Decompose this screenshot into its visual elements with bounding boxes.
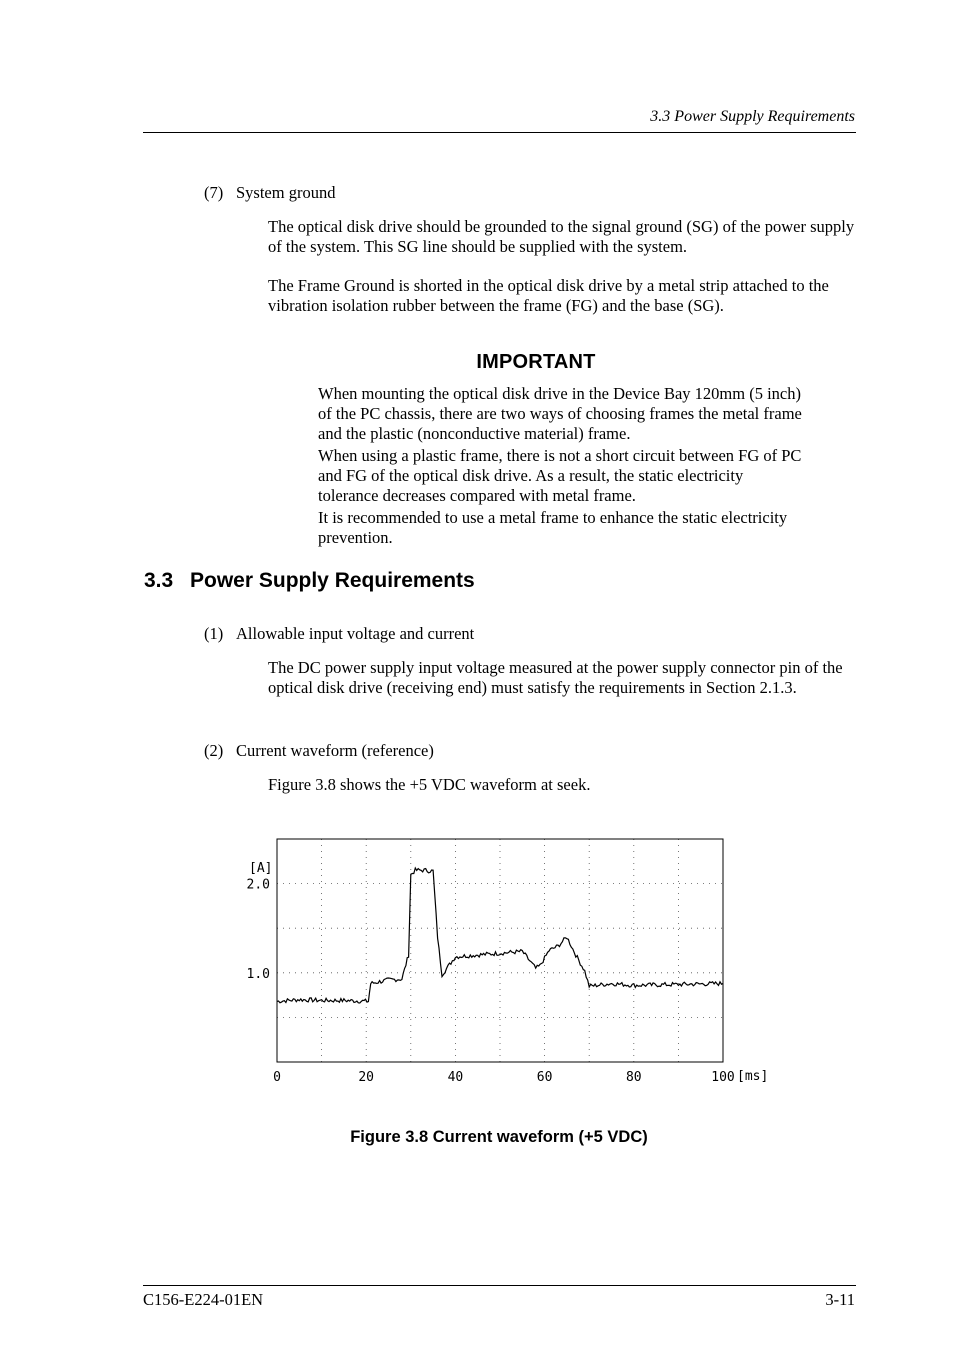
x-tick-label: 0 — [273, 1070, 281, 1085]
important-title: IMPORTANT — [476, 351, 596, 373]
x-tick-label: 80 — [625, 1070, 642, 1085]
item-number: (7) — [204, 183, 224, 202]
item-number: (1) — [204, 624, 224, 643]
waveform-paragraph: Figure 3.8 shows the +5 VDC waveform at seek. — [268, 775, 591, 794]
footer-page-number: 3-11 — [825, 1290, 855, 1309]
item-title: System ground — [236, 183, 336, 202]
system-ground-paragraph-2: The Frame Ground is shorted in the optical disk drive by a metal strip attached to the vibration isolation rubber between the frame (FG) and the base (SG). — [268, 276, 829, 315]
item-number: (2) — [204, 741, 224, 760]
x-tick-label: 100 — [711, 1070, 735, 1085]
running-header: 3.3 Power Supply Requirements — [650, 108, 855, 125]
x-tick-label: 40 — [447, 1070, 464, 1085]
y-axis-unit-label: [A] — [249, 861, 273, 876]
plot-frame — [277, 839, 723, 1062]
important-paragraph-3: It is recommended to use a metal frame to enhance the static electricity prevention. — [318, 508, 788, 547]
y-tick-label: 2.0 — [246, 877, 270, 893]
item-title: Allowable input voltage and current — [236, 624, 475, 643]
chart-grid — [277, 839, 723, 1062]
x-axis-unit-label: [ms] — [737, 1069, 769, 1084]
important-paragraph-2: When using a plastic frame, there is not a short circuit between FG of PC and FG of the optical disk drive. As a result, the static electricity tolerance decreases compared with metal frame. — [318, 446, 802, 505]
figure-caption: Figure 3.8 Current waveform (+5 VDC) — [350, 1128, 648, 1146]
x-tick-label: 20 — [358, 1070, 375, 1085]
x-tick-label: 60 — [536, 1070, 553, 1085]
x-tick-labels — [273, 1070, 735, 1085]
footer-rule — [143, 1285, 856, 1286]
system-ground-paragraph-1: The optical disk drive should be grounded to the signal ground (SG) of the power supply of the system. This SG line should be supplied with the system. — [268, 217, 855, 256]
section-title: Power Supply Requirements — [190, 569, 475, 592]
item-title: Current waveform (reference) — [236, 741, 434, 760]
y-tick-label: 1.0 — [246, 966, 270, 982]
important-paragraph-1: When mounting the optical disk drive in the Device Bay 120mm (5 inch) of the PC chassis, there are two ways of choosing frames the metal frame and the plastic (nonconductive material) frame. — [318, 384, 802, 443]
y-tick-labels — [247, 878, 270, 982]
section-number: 3.3 — [144, 569, 174, 592]
input-voltage-paragraph: The DC power supply input voltage measured at the power supply connector pin of the optical disk drive (receiving end) must satisfy the requirements in Section 2.1.3. — [268, 658, 843, 697]
footer-doc-id: C156-E224-01EN — [143, 1290, 264, 1309]
